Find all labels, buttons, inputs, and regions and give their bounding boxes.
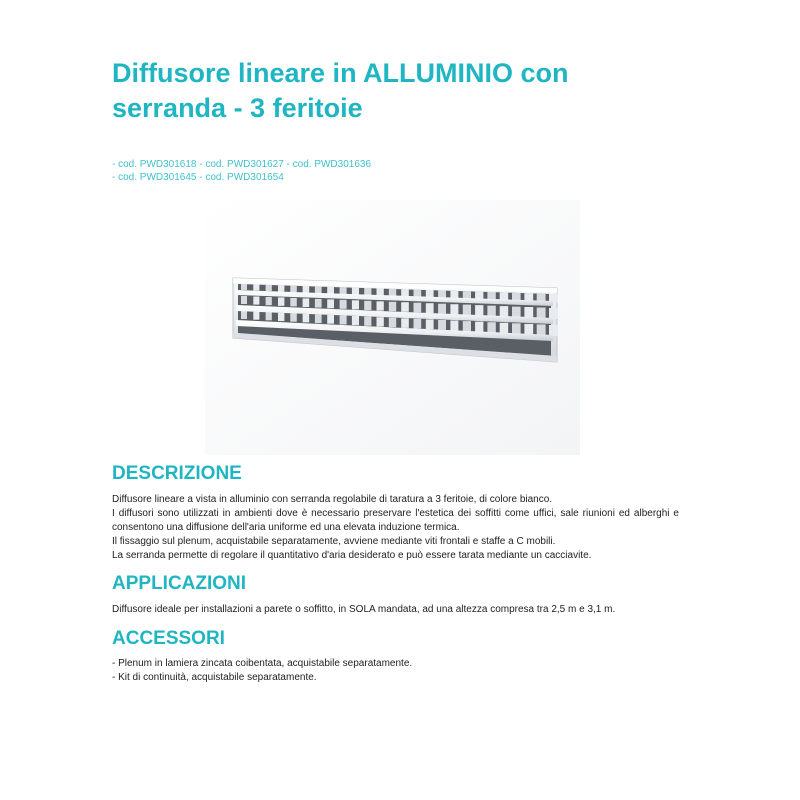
damper-blade [340,287,347,294]
damper-blade [303,298,310,307]
damper-blade [315,299,322,308]
damper-blade [414,303,422,313]
damper-blade [537,324,546,335]
damper-blade [475,322,483,332]
damper-blade [487,306,495,316]
applicazioni-heading: APPLICAZIONI [112,573,247,594]
applicazioni-text [112,603,679,617]
damper-blade [253,284,259,290]
damper-blade [512,323,521,334]
accessori-heading: ACCESSORI [112,628,225,649]
damper-blade [389,289,396,296]
damper-blade [315,314,322,323]
damper-blade [524,307,533,318]
damper-blade [266,312,272,320]
damper-blade [450,304,458,314]
descrizione-paragraph: La serranda permette di regolare il quantitativo d'aria desiderato e può essere tarata mediante un cacciavite. [112,550,592,561]
damper-blade [241,284,247,290]
damper-blade [340,316,347,325]
damper-blade [414,319,422,329]
accessori-item: - Plenum in lamiera zincata coibentata, acquistabile separatamente. [112,658,413,669]
descrizione-paragraph: Diffusore lineare a vista in alluminio con serranda regolabile di taratura a 3 feritoie, di colore bianco. [112,494,553,505]
damper-blade [389,318,396,327]
damper-blade [537,308,546,319]
damper-blade [377,301,384,310]
page-title: Diffusore lineare in ALLUMINIO con serranda - 3 feritoie [112,58,569,123]
product-code-line: - cod. PWD301618 - cod. PWD301627 - cod. PWD301636 [112,159,372,170]
damper-blade [278,285,284,291]
damper-blade [290,298,297,307]
accessori-item: - Kit di continuità, acquistabile separatamente. [112,672,317,683]
damper-blade [278,297,284,305]
applicazioni-paragraph: Diffusore ideale per installazioni a parete o soffitto, in SOLA mandata, ad una altezza compresa tra 2,5 m e 3,1 m. [112,604,616,615]
damper-blade [241,311,247,319]
product-code-line: - cod. PWD301645 - cod. PWD301654 [112,172,284,183]
damper-blade [364,301,371,310]
damper-blade [315,286,322,293]
damper-blade [500,306,509,317]
damper-blade [303,314,310,323]
damper-blade [327,299,334,308]
damper-blade [352,316,359,325]
damper-blade [450,321,458,331]
damper-blade [401,318,409,328]
damper-blade [463,321,471,331]
descrizione-paragraph: Il fissaggio sul plenum, acquistabile separatamente, avviene mediante viti frontali e staffe a C mobili. [112,536,556,547]
accessori-list [112,657,679,685]
damper-blade [364,288,371,295]
damper-blade [401,289,409,297]
damper-blade [401,302,409,312]
damper-blade [327,315,334,324]
damper-blade [327,287,334,294]
damper-blade [340,300,347,309]
product-image [205,200,580,455]
damper-blade [303,286,310,293]
damper-blade [438,304,446,314]
descrizione-heading: DESCRIZIONE [112,463,242,484]
damper-blade [278,313,284,321]
damper-blade [426,319,434,329]
damper-blade [549,308,558,319]
damper-blade [438,320,446,330]
damper-blade [290,286,297,293]
product-codes [112,158,371,184]
damper-blade [475,305,483,315]
damper-blade [524,324,533,335]
damper-blade [500,323,509,334]
damper-blade [389,302,396,311]
damper-blade [426,303,434,313]
damper-blade [253,312,259,320]
damper-blade [290,313,297,322]
damper-blade [241,296,247,304]
damper-blade [352,288,359,295]
damper-blade [549,325,558,336]
damper-blade [253,297,259,305]
damper-blade [463,305,471,315]
damper-blade [487,322,495,332]
damper-blade [266,285,272,291]
descrizione-paragraph: I diffusori sono utilizzati in ambienti dove è necessario preservare l'estetica dei soffitti come uffici, sale riunioni ed alberghi e consentono una diffusione dell'aria uniforme ed una elevata induzione termica. [112,508,679,533]
damper-blade [364,317,371,326]
damper-blade [377,288,384,295]
damper-blade [512,307,521,318]
damper-blade [377,317,384,326]
damper-blade [414,290,422,298]
damper-blade [352,300,359,309]
damper-blade [266,297,272,305]
descrizione-text [112,493,679,563]
